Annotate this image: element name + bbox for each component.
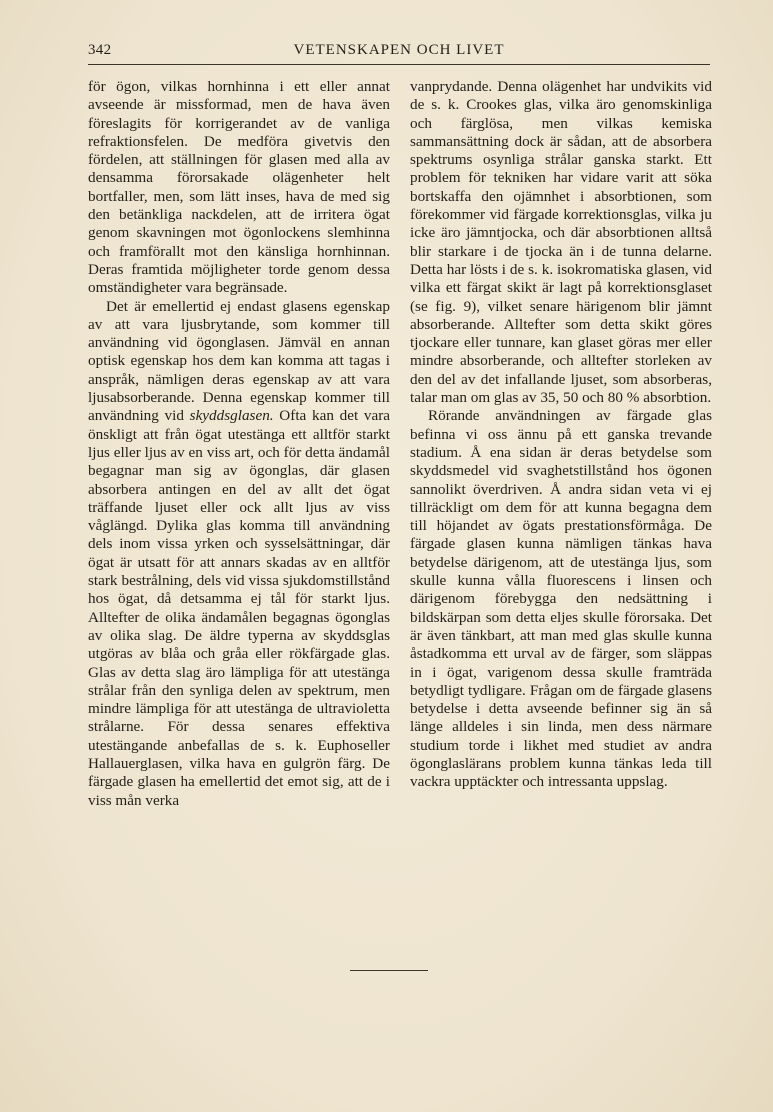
right-paragraph-1: vanprydande. Denna olägenhet har undvikits vid de s. k. Crookes glas, vilka äro genomskinliga och färglösa, men vilkas kemiska sammansättning dock är sådan, att de absorbera spektrums osynliga strålar ganska starkt. Ett problem för tekniken har vidare varit att söka bortskaffa den ojämnhet i absorbtionen, som förekommer vid färgade korrektionsglas, vilka ju icke äro jämntjocka, och där absorbtionen alltså blir starkare i de tjocka än i de tunna delarne. Detta har lösts i de s. k. isokromatiska glasen, vid vilka ett färgat skikt är lagt på korrektionsglaset (se fig. 9), vilket senare härigenom blir jämnt absorberande. Alltefter som detta skikt göres tjockare eller tunnare, kan glaset göras mer eller mindre absorberande, och alltefter storleken av den del av det infallande ljuset, som absorberas, talar man om glas av 35, 50 och 80 % absorbtion. [410,78,712,407]
left-paragraph-2-rest: Ofta kan det vara önskligt att från ögat utestänga ett alltför starkt ljus eller ljus av en viss art, och för detta ändamål begagnar man sig av ögonglas, där glasen absorbera antingen en del av allt det ögat träffande ljuset eller ock allt ljus av viss våglängd. Dylika glas komma till användning dels inom vissa yrken och sysselsättningar, där ögat är utsatt för att annars skadas av en alltför stark bestrålning, dels vid vissa sjukdomstillstånd hos ögat, då detsamma ej tål för starkt ljus. Alltefter de olika ändamålen begagnas ögonglas av olika slag. De äldre typerna av skyddsglas utgöras av blåa och gråa eller rökfärgade glas. Glas av detta slag äro lämpliga för att utestänga strålar från den synliga delen av spektrum, men mindre lämpliga för att utestänga de ultravioletta strålarne. För dessa senares effektiva utestängande anbefallas de s. k. Euphoseller Hallauerglasen, vilka hava en gulgrön färg. De färgade glasen ha emellertid det emot sig, att de i viss mån verka [88,407,390,809]
article-end-rule [350,970,428,971]
left-column [88,78,390,810]
left-paragraph-2-start: Det är emellertid ej endast glasens egenskap av att vara ljusbrytande, som kommer till användning vid ögonglasen. Jämväl en annan optisk egenskap hos dem kan komma att tagas i anspråk, nämligen deras egenskap av att vara ljusabsorberande. Denna egenskap kommer till användning vid [88,297,390,425]
journal-title: VETENSKAPEN OCH LIVET [293,42,505,58]
emphasized-term: skyddsglasen. [189,407,274,425]
right-column [410,78,712,792]
header-rule [88,64,710,65]
left-paragraph-1: för ögon, vilkas hornhinna i ett eller annat avseende är missformad, men de hava även föreslagits för korrigerandet av de vanliga refraktionsfelen. De medföra givetvis den fördelen, att ställningen för glasen med alla av densamma förorsakade olägenheter helt bortfaller, men, som lätt inses, hava de med sig den betänkliga nackdelen, att de irritera ögat genom skavningen mot ögonlockens slemhinna och framförallt mot den känsliga hornhinnan. Deras framtida möjligheter torde genom dessa omständigheter vara begränsade. [88,78,390,297]
page-number: 342 [88,42,112,58]
left-paragraph-2 [88,298,390,810]
right-paragraph-2: Rörande användningen av färgade glas befinna vi oss ännu på ett ganska trevande stadium. Å ena sidan är deras betydelse som skyddsmedel vid svaghetstillstånd hos ögonen sannolikt överdriven. Å andra sidan veta vi ej tillräckligt om dem för att kunna begagna dem till höjandet av ögats prestationsförmåga. De färgade glasen kunna nämligen tänkas hava betydelse därigenom, att de utestänga ljus, som skulle kunna vålla fluorescens i linsen och därigenom förebygga den nedsättning i bildskärpan som detta eljes skulle förorsaka. Det är även tänkbart, att man med glas skulle kunna åstadkomma ett urval av de färger, som släppas in i ögat, varigenom dessa skulle framträda betydligt tydligare. Frågan om de färgade glasens betydelse i detta avseende befinner sig än så länge alldeles i sin linda, men dess närmare studium torde i likhet med studiet av andra ögonglaslärans problem kunna tänkas leda till vackra upptäckter och intressanta uppslag. [410,407,712,791]
running-header [88,42,710,64]
